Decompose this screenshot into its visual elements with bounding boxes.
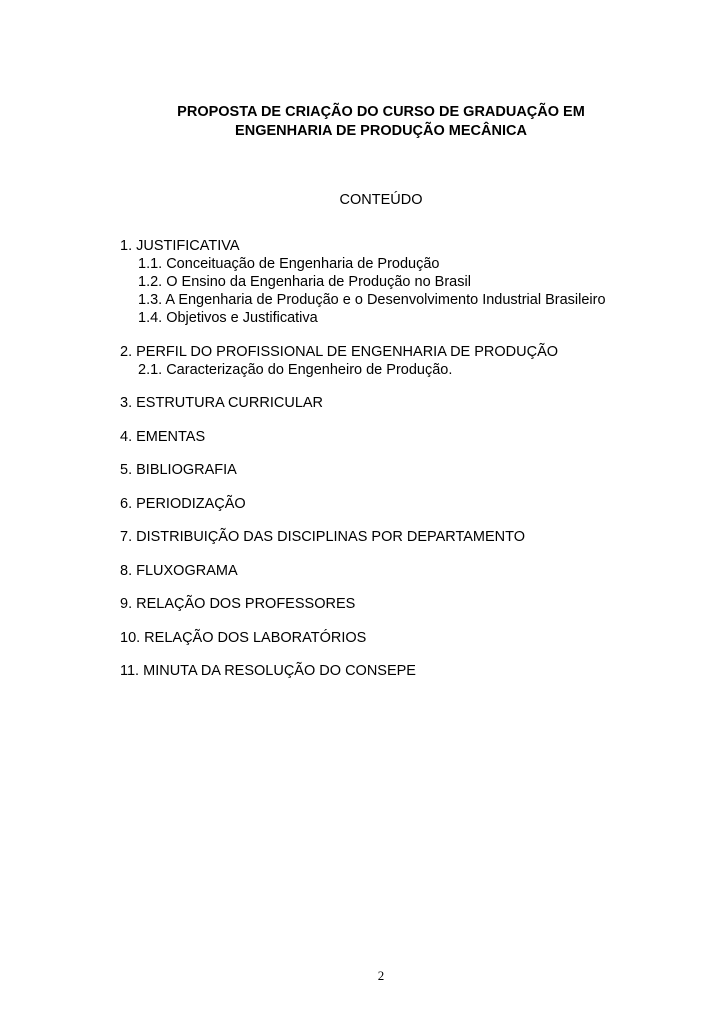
toc-subentry: 2.1. Caracterização do Engenheiro de Produção. xyxy=(138,361,453,378)
toc-section xyxy=(120,428,680,446)
toc-subentry: 1.1. Conceituação de Engenharia de Produção xyxy=(138,256,440,272)
toc-entry: 8. FLUXOGRAMA xyxy=(120,562,238,579)
toc-section xyxy=(120,461,680,479)
toc-entry: 4. EMENTAS xyxy=(120,428,206,445)
contents-heading: CONTEÚDO xyxy=(339,192,423,208)
toc-entry: 10. RELAÇÃO DOS LABORATÓRIOS xyxy=(120,629,367,646)
toc-section xyxy=(120,629,680,647)
toc-section xyxy=(120,595,680,613)
toc-section xyxy=(120,562,680,580)
toc-subentry: 1.3. A Engenharia de Produção e o Desenvolvimento Industrial Brasileiro xyxy=(138,292,606,308)
toc-section xyxy=(120,394,680,412)
page-number: 2 xyxy=(377,968,385,983)
toc-entry: 5. BIBLIOGRAFIA xyxy=(120,462,237,478)
toc-section xyxy=(120,495,680,513)
table-of-contents xyxy=(120,237,680,696)
toc-entry: 2. PERFIL DO PROFISSIONAL DE ENGENHARIA DE PRODUÇÃO xyxy=(120,343,559,360)
toc-section xyxy=(120,343,680,379)
toc-entry: 11. MINUTA DA RESOLUÇÃO DO CONSEPE xyxy=(120,663,416,679)
toc-section xyxy=(120,237,680,327)
toc-entry: 9. RELAÇÃO DOS PROFESSORES xyxy=(120,596,356,612)
toc-entry: 7. DISTRIBUIÇÃO DAS DISCIPLINAS POR DEPARTAMENTO xyxy=(120,529,526,545)
title-line-2: ENGENHARIA DE PRODUÇÃO MECÂNICA xyxy=(235,123,527,139)
title-line-1: PROPOSTA DE CRIAÇÃO DO CURSO DE GRADUAÇÃO EM xyxy=(177,104,585,120)
toc-section xyxy=(120,662,680,680)
toc-section xyxy=(120,528,680,546)
toc-entry: 3. ESTRUTURA CURRICULAR xyxy=(120,395,324,411)
toc-entry: 1. JUSTIFICATIVA xyxy=(120,238,240,254)
toc-entry: 6. PERIODIZAÇÃO xyxy=(120,495,246,512)
toc-subentry: 1.2. O Ensino da Engenharia de Produção no Brasil xyxy=(138,274,471,290)
document-title xyxy=(120,103,642,141)
toc-subentry: 1.4. Objetivos e Justificativa xyxy=(138,310,318,326)
